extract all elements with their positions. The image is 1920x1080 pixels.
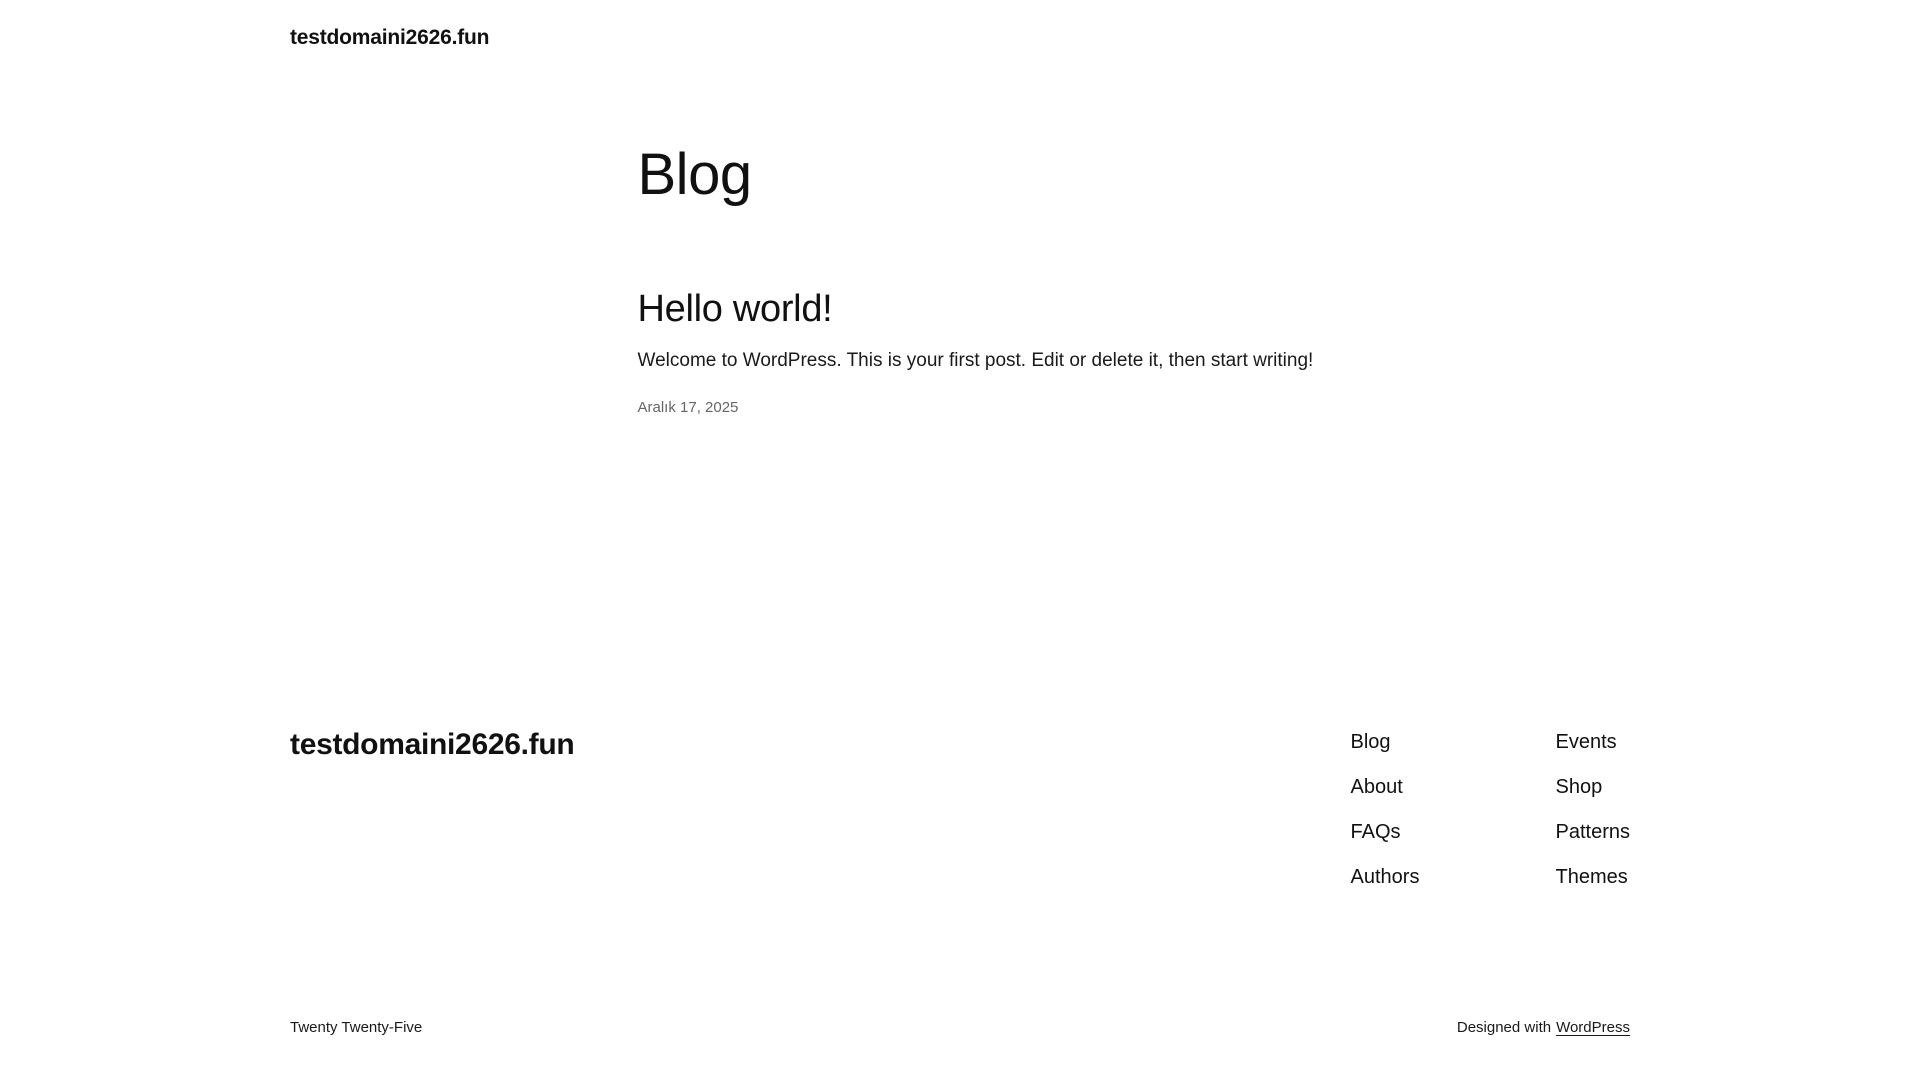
footer-nav-item-patterns[interactable] <box>1556 822 1630 842</box>
footer-link-patterns[interactable]: Patterns <box>1555 820 1630 843</box>
post-title-link[interactable]: Hello world! <box>637 287 833 330</box>
credit-row <box>290 1019 1630 1036</box>
footer-nav-item-shop[interactable] <box>1556 777 1630 797</box>
footer-link-faqs[interactable]: FAQs <box>1350 820 1401 843</box>
footer-link-about[interactable]: About <box>1350 775 1403 798</box>
footer-link-blog[interactable]: Blog <box>1350 730 1391 753</box>
footer-nav-item-events[interactable] <box>1556 732 1630 752</box>
post-title <box>638 287 1283 333</box>
page-title: Blog <box>637 142 752 207</box>
footer-site-title-link[interactable]: testdomaini2626.fun <box>290 727 575 761</box>
footer-nav-item-authors[interactable] <box>1351 867 1556 887</box>
footer-link-authors[interactable]: Authors <box>1350 865 1420 888</box>
footer-link-shop[interactable]: Shop <box>1555 775 1603 798</box>
page-container <box>290 0 1630 1036</box>
footer-nav-item-blog[interactable] <box>1351 732 1556 752</box>
wordpress-link[interactable]: WordPress <box>1556 1018 1630 1036</box>
footer-nav-item-about[interactable] <box>1351 777 1556 797</box>
designed-with-text <box>1457 1019 1630 1036</box>
header-site-title-link[interactable]: testdomaini2626.fun <box>290 26 490 49</box>
footer-link-themes[interactable]: Themes <box>1555 865 1628 888</box>
designed-with-prefix: Designed with <box>1456 1018 1552 1036</box>
footer-nav-column-1 <box>1351 732 1556 887</box>
footer-link-events[interactable]: Events <box>1555 730 1617 753</box>
footer-nav-item-faqs[interactable] <box>1351 822 1556 842</box>
content-column <box>637 142 1314 416</box>
post-date: Aralık 17, 2025 <box>637 398 739 416</box>
footer-nav-item-themes[interactable] <box>1556 867 1630 887</box>
footer-nav-column-2 <box>1556 732 1630 887</box>
main-content <box>290 142 1630 416</box>
post-excerpt: Welcome to WordPress. This is your first post. Edit or delete it, then start writing! <box>637 350 1314 372</box>
footer-navigation <box>1351 728 1630 887</box>
post-item <box>637 287 1314 416</box>
site-footer <box>290 728 1630 887</box>
site-header <box>290 0 1630 50</box>
theme-name-text: Twenty Twenty-Five <box>290 1018 423 1036</box>
